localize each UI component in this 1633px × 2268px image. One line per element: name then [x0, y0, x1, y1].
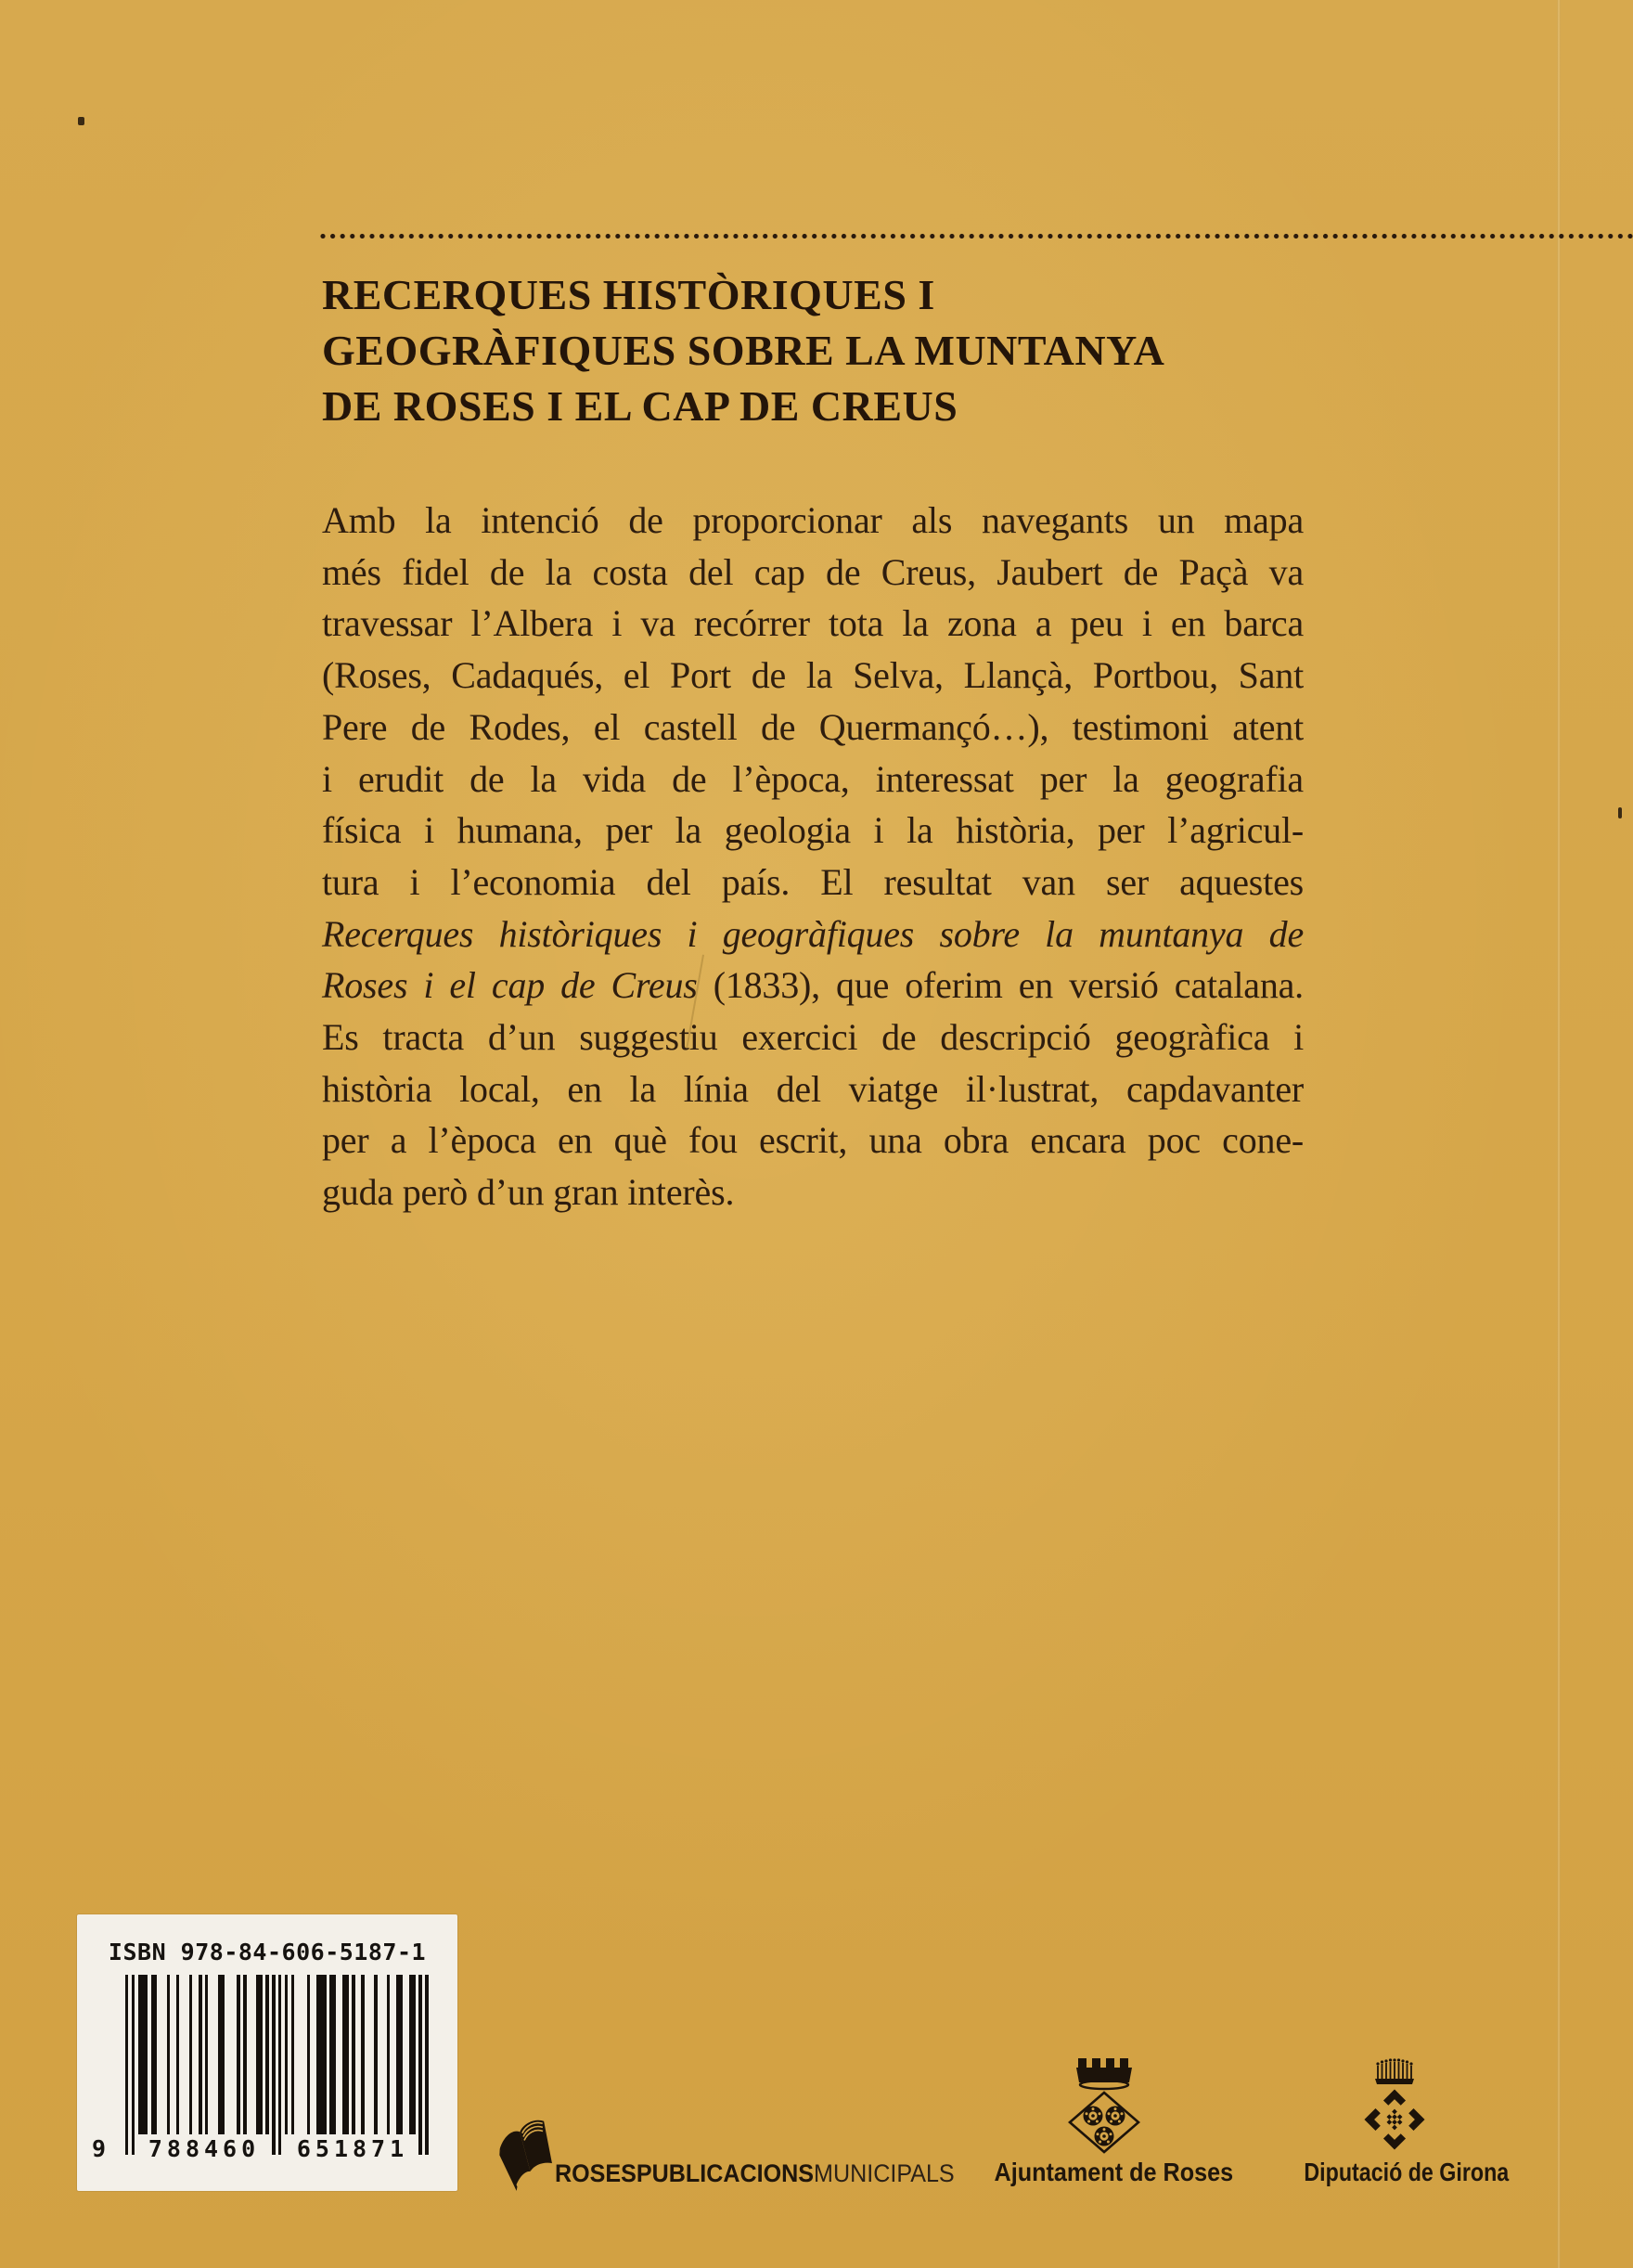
blurb-line: Pere de Rodes, el castell de Quermançó…), testimoni atent — [322, 705, 1304, 748]
barcode-bar — [151, 1975, 158, 2134]
barcode-bar — [307, 1975, 310, 2134]
roses-publicacions-part: PUBLICACIONS — [636, 2159, 815, 2187]
blurb-line: Roses i el cap de Creus (1833), que oferim en versió catalana. — [322, 964, 1304, 1007]
roses-publicacions-logo-text — [555, 2161, 955, 2186]
roses-publicacions-part: ROSES — [555, 2159, 636, 2187]
blurb-line: tura i l’economia del país. El resultat van ser aquestes — [322, 860, 1304, 903]
barcode-bar — [125, 1975, 128, 2155]
isbn-barcode-label — [77, 1914, 457, 2191]
barcode-bar — [409, 1975, 416, 2134]
book-title — [322, 267, 1164, 434]
ajuntament-de-roses-crest-icon — [1062, 2055, 1146, 2157]
barcode-bar — [237, 1975, 239, 2134]
barcode-bar — [256, 1975, 263, 2134]
barcode-bar — [329, 1975, 336, 2134]
open-book-icon — [495, 2118, 560, 2194]
barcode-bar — [285, 1975, 288, 2134]
barcode-bar — [272, 1975, 275, 2155]
blurb-line: Recerques històriques i geogràfiques sobre la muntanya de — [322, 912, 1304, 955]
barcode-bar — [352, 1975, 354, 2134]
ajuntament-de-roses-label: Ajuntament de Roses — [994, 2158, 1234, 2186]
barcode-bar — [218, 1975, 225, 2134]
book-title-line: GEOGRÀFIQUES SOBRE LA MUNTANYA — [322, 327, 1165, 374]
barcode-bar — [176, 1975, 179, 2134]
blurb-line: més fidel de la costa del cap de Creus, Jaubert de Paçà va — [322, 550, 1304, 593]
ean-digits-right: 651871 — [296, 2135, 409, 2162]
barcode-bar — [189, 1975, 192, 2134]
roses-publicacions-part: MUNICIPALS — [814, 2159, 955, 2187]
ean13-barcode — [125, 1975, 429, 2155]
barcode-bar — [205, 1975, 208, 2134]
back-cover-blurb — [322, 495, 1304, 1218]
barcode-bar — [265, 1975, 268, 2134]
ean-digits-left: 788460 — [148, 2135, 261, 2162]
blurb-line: història local, en la línia del viatge il·lustrat, capdavanter — [322, 1067, 1304, 1110]
barcode-bar — [342, 1975, 349, 2134]
barcode-bar — [418, 1975, 421, 2155]
ean-digit-prefix: 9 — [92, 2135, 107, 2162]
barcode-bar — [243, 1975, 246, 2134]
blurb-line: travessar l’Albera i va recórrer tota la zona a peu i en barca — [322, 602, 1304, 645]
blurb-line: física i humana, per la geologia i la història, per l’agricul- — [322, 809, 1304, 852]
barcode-bar — [167, 1975, 170, 2134]
diputacio-de-girona-crest-icon — [1353, 2056, 1436, 2155]
blurb-line: Amb la intenció de proporcionar als navegants un mapa — [322, 499, 1304, 541]
barcode-bar — [361, 1975, 364, 2134]
diputacio-de-girona-label: Diputació de Girona — [1304, 2158, 1510, 2186]
barcode-bar — [138, 1975, 148, 2134]
blurb-line: i erudit de la vida de l’època, interessat per la geografia — [322, 757, 1304, 800]
blurb-line: per a l’època en què fou escrit, una obra encara poc cone- — [322, 1119, 1304, 1162]
barcode-bar — [425, 1975, 428, 2155]
isbn-number: ISBN 978-84-606-5187-1 — [108, 1939, 427, 1965]
barcode-bar — [316, 1975, 326, 2134]
dotted-divider-line — [320, 233, 1633, 239]
cover-crease — [1557, 0, 1561, 2268]
blurb-line: Es tracta d’un suggestiu exercici de descripció geogràfica i — [322, 1016, 1304, 1059]
book-title-line: DE ROSES I EL CAP DE CREUS — [322, 382, 958, 430]
barcode-bar — [132, 1975, 135, 2155]
barcode-bar — [291, 1975, 294, 2134]
barcode-bar — [396, 1975, 403, 2134]
blurb-line: (Roses, Cadaqués, el Port de la Selva, Llançà, Portbou, Sant — [322, 654, 1304, 697]
scan-speck — [78, 117, 84, 125]
barcode-bar — [199, 1975, 201, 2134]
barcode-bar — [278, 1975, 281, 2155]
barcode-bar — [387, 1975, 390, 2134]
barcode-bar — [374, 1975, 377, 2134]
blurb-line: guda però d’un gran interès. — [322, 1171, 735, 1214]
scan-speck — [1618, 807, 1622, 818]
book-title-line: RECERQUES HISTÒRIQUES I — [322, 271, 935, 318]
